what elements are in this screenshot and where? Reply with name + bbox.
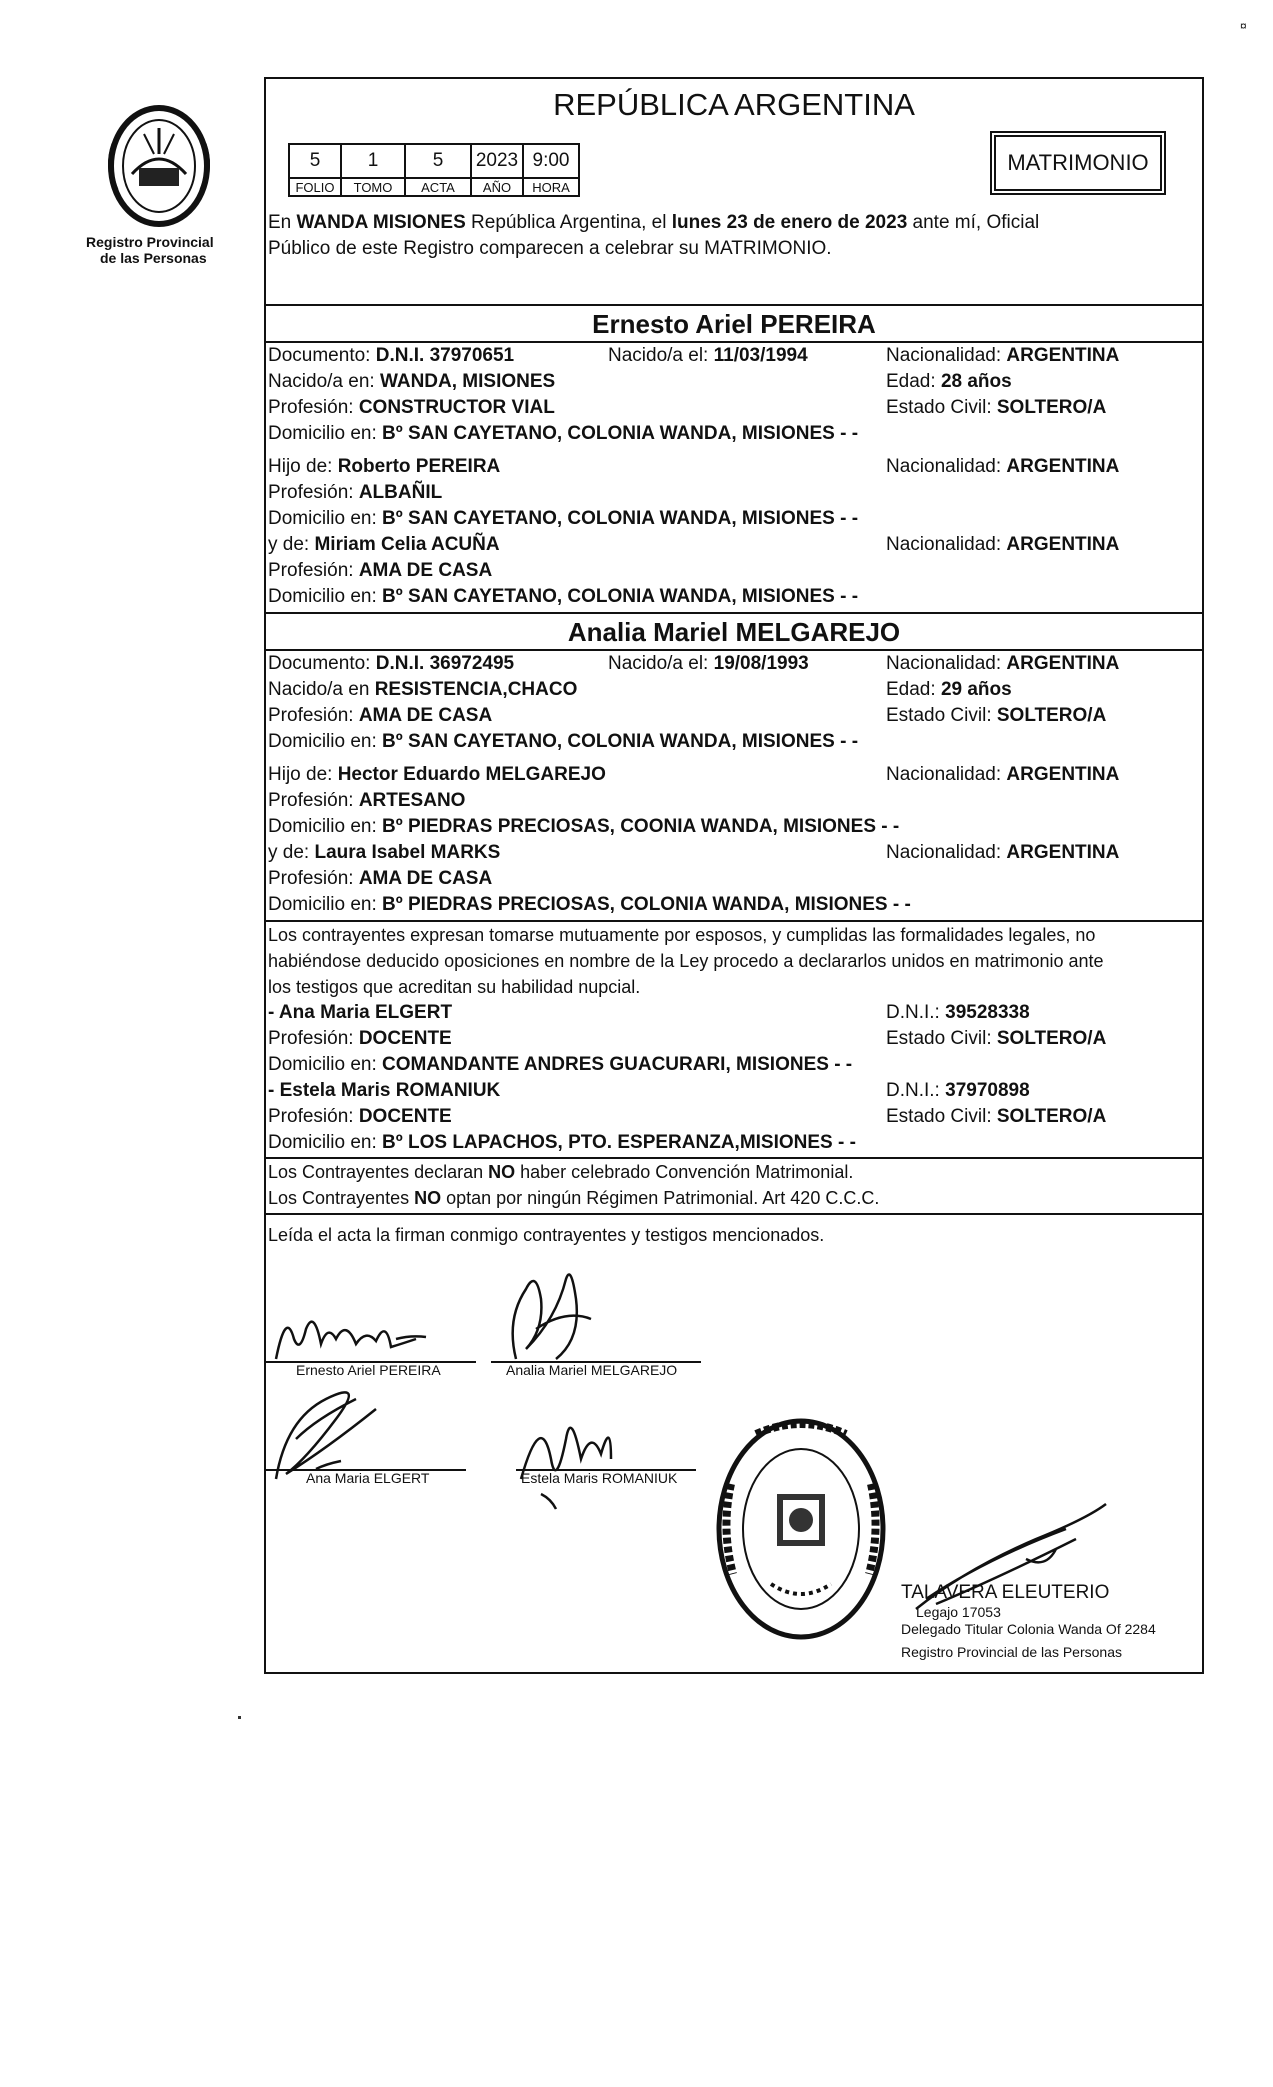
corner-mark: ¤ [1240,19,1247,33]
country-title: REPÚBLICA ARGENTINA [553,87,915,122]
convention-1: Los Contrayentes declaran NO haber celebrado Convención Matrimonial. [268,1162,854,1182]
signature-label-ernesto: Ernesto Ariel PEREIRA [296,1362,441,1378]
signature-label-ana: Ana Maria ELGERT [306,1470,430,1486]
declaration-line-3: los testigos que acreditan su habilidad nupcial. [268,977,641,997]
spouse2-father: Hijo de: Hector Eduardo MELGAREJO [268,764,606,785]
spouse2-father-address: Domicilio en: Bº PIEDRAS PRECIOSAS, COONIA WANDA, MISIONES - - [268,816,900,837]
witness1-dni: D.N.I.: 39528338 [886,1002,1030,1023]
intro-text-b: República Argentina, el [465,212,672,233]
spouse2-mother-nationality: Nacionalidad: ARGENTINA [886,842,1120,863]
tomo-label: TOMO [341,178,405,196]
spouse2-mother-profession: Profesión: AMA DE CASA [268,868,493,889]
witness2-profession: Profesión: DOCENTE [268,1106,452,1127]
spouse2-civil-status: Estado Civil: SOLTERO/A [886,705,1107,726]
ano-value: 2023 [471,144,523,178]
stray-mark [238,1716,241,1719]
acta-label: ACTA [405,178,471,196]
divider [266,304,1202,306]
spouse1-age: Edad: 28 años [886,371,1012,392]
signature-analia [496,1259,626,1369]
signature-ernesto [266,1299,446,1369]
spouse2-mother-address: Domicilio en: Bº PIEDRAS PRECIOSAS, COLONIA WANDA, MISIONES - - [268,894,911,915]
spouse1-father-address: Domicilio en: Bº SAN CAYETANO, COLONIA WANDA, MISIONES - - [268,508,859,529]
intro-text-c: ante mí, Oficial [907,212,1040,233]
spouse1-father: Hijo de: Roberto PEREIRA [268,456,501,477]
folio-value: 5 [289,144,341,178]
spouse2-age: Edad: 29 años [886,679,1012,700]
folio-label: FOLIO [289,178,341,196]
spouse1-father-nationality: Nacionalidad: ARGENTINA [886,456,1120,477]
intro-place: WANDA MISIONES [296,212,466,233]
signature-estela [511,1399,631,1509]
spouse1-name: Ernesto Ariel PEREIRA [592,309,876,339]
officer-role: Delegado Titular Colonia Wanda Of 2284 [901,1621,1156,1637]
act-type: MATRIMONIO [994,135,1162,191]
tomo-value: 1 [341,144,405,178]
intro-line-1 [268,211,1039,235]
witness1-name: - Ana Maria ELGERT [268,1002,453,1023]
spouse2-address: Domicilio en: Bº SAN CAYETANO, COLONIA WANDA, MISIONES - - [268,731,859,752]
witness2-dni: D.N.I.: 37970898 [886,1080,1030,1101]
officer-registry: Registro Provincial de las Personas [901,1644,1122,1660]
spouse1-profession: Profesión: CONSTRUCTOR VIAL [268,397,555,418]
declaration-line-1: Los contrayentes expresan tomarse mutuamente por esposos, y cumplidas las formalidades legales, no [268,925,1096,945]
registry-logo [84,104,234,274]
signature-label-estela: Estela Maris ROMANIUK [521,1470,678,1486]
witness1-address: Domicilio en: COMANDANTE ANDRES GUACURARI, MISIONES - - [268,1054,853,1075]
spouse1-mother-address: Domicilio en: Bº SAN CAYETANO, COLONIA WANDA, MISIONES - - [268,586,859,607]
registry-numbers-table [288,143,580,197]
spouse1-birthplace: Nacido/a en: WANDA, MISIONES [268,371,556,392]
spouse1-document: Documento: D.N.I. 37970651 [268,345,515,366]
acta-value: 5 [405,144,471,178]
intro-text-a: En [268,212,297,233]
spouse1-mother-nationality: Nacionalidad: ARGENTINA [886,534,1120,555]
spouse2-birthplace: Nacido/a en RESISTENCIA,CHACO [268,679,578,700]
officer-legajo: Legajo 17053 [916,1604,1001,1620]
divider [266,341,1202,343]
spouse1-birthdate: Nacido/a el: 11/03/1994 [608,345,808,366]
intro-line-2: Público de este Registro comparecen a celebrar su MATRIMONIO. [268,238,832,259]
divider [266,612,1202,614]
intro-date: lunes 23 de enero de 2023 [671,212,908,233]
spouse1-address: Domicilio en: Bº SAN CAYETANO, COLONIA WANDA, MISIONES - - [268,423,859,444]
officer-name: TALAVERA ELEUTERIO [901,1582,1110,1603]
official-seal-icon [711,1414,891,1644]
convention-2: Los Contrayentes NO optan por ningún Régimen Patrimonial. Art 420 C.C.C. [268,1188,880,1208]
logo-caption-1: Registro Provincial [86,234,214,250]
divider [266,649,1202,651]
logo-caption-2: de las Personas [100,250,207,266]
witness1-profession: Profesión: DOCENTE [268,1028,452,1049]
spouse2-nationality: Nacionalidad: ARGENTINA [886,653,1120,674]
witness2-address: Domicilio en: Bº LOS LAPACHOS, PTO. ESPERANZA,MISIONES - - [268,1132,856,1153]
hora-label: HORA [523,178,579,196]
witness1-civil-status: Estado Civil: SOLTERO/A [886,1028,1107,1049]
spouse1-nationality: Nacionalidad: ARGENTINA [886,345,1120,366]
spouse2-profession: Profesión: AMA DE CASA [268,705,493,726]
ano-label: AÑO [471,178,523,196]
spouse2-father-profession: Profesión: ARTESANO [268,790,466,811]
witness2-civil-status: Estado Civil: SOLTERO/A [886,1106,1107,1127]
divider [266,1157,1202,1159]
spouse2-father-nationality: Nacionalidad: ARGENTINA [886,764,1120,785]
provincial-emblem-icon [84,104,234,234]
witness2-name: - Estela Maris ROMANIUK [268,1080,501,1101]
spouse1-mother-profession: Profesión: AMA DE CASA [268,560,493,581]
spouse2-birthdate: Nacido/a el: 19/08/1993 [608,653,809,674]
marriage-certificate [264,77,1204,1674]
spouse2-mother: y de: Laura Isabel MARKS [268,842,501,863]
hora-value: 9:00 [523,144,579,178]
closing-statement: Leída el acta la firman conmigo contrayentes y testigos mencionados. [268,1225,825,1245]
spouse1-mother: y de: Miriam Celia ACUÑA [268,534,500,555]
spouse2-name: Analia Mariel MELGAREJO [567,617,901,647]
spouse1-civil-status: Estado Civil: SOLTERO/A [886,397,1107,418]
spouse2-document: Documento: D.N.I. 36972495 [268,653,515,674]
divider [266,920,1202,922]
divider [266,1213,1202,1215]
spouse1-father-profession: Profesión: ALBAÑIL [268,482,443,503]
signature-label-analia: Analia Mariel MELGAREJO [506,1362,678,1378]
declaration-line-2: habiéndose deducido oposiciones en nombre de la Ley procedo a declararlos unidos en matrimonio ante [268,951,1104,971]
